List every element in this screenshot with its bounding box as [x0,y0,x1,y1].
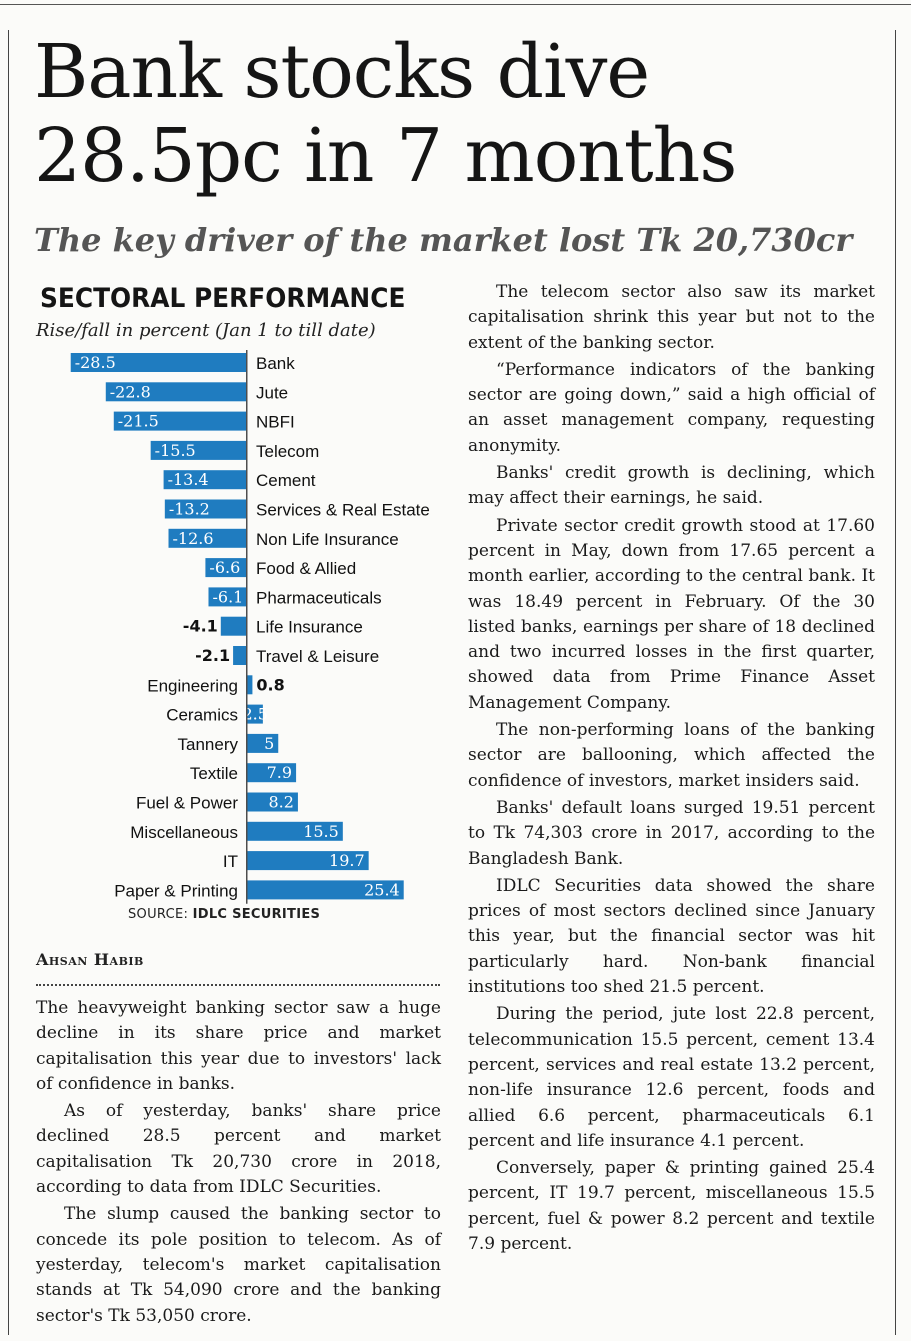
category-label: Life Insurance [256,617,363,637]
sectoral-performance-chart [30,350,450,906]
chart-subtitle: Rise/fall in percent (Jan 1 to till date) [36,320,376,341]
data-label: 8.2 [268,792,294,812]
category-label: Jute [256,383,289,403]
data-label: 19.7 [329,851,365,871]
category-label: NBFI [256,412,295,432]
category-label: Non Life Insurance [256,529,399,549]
paragraph: As of yesterday, banks' share price declined 28.5 percent and market capitalisation Tk 20,730 crore in 2018, according to data from IDLC Securities. [36,1101,441,1198]
data-label: -21.5 [117,411,159,431]
data-label: -28.5 [74,353,116,372]
paragraph: The slump caused the banking sector to concede its pole position to telecom. As of yesterday, telecom's market capitalisation stands at Tk 54,090 crore and the banking sector's Tk 53,050 crore. [36,1204,441,1326]
category-label: Pharmaceuticals [256,588,382,608]
subhead: The key driver of the market lost Tk 20,730cr [34,221,853,259]
category-label: Food & Allied [256,559,357,579]
column-rule-left [8,30,9,1335]
category-label: Ceramics [166,705,238,725]
category-label: Textile [189,764,238,784]
data-label: 5 [264,733,275,753]
data-label: -6.1 [212,587,244,607]
paragraph: The telecom sector also saw its market capitalisation shrink this year but not to the extent of the banking sector. [468,282,875,353]
category-label: Cement [256,471,316,491]
paragraph: IDLC Securities data showed the share prices of most sectors declined since January this year, but the financial sector was hit particularly hard. Non-bank financial institutions too shed 21.5 percent. [468,875,875,998]
data-label: -13.4 [167,470,209,490]
category-label: Telecom [256,441,320,461]
category-label: Travel & Leisure [256,647,380,666]
category-label: IT [222,852,238,872]
article-column-left [36,996,441,1331]
byline-divider [36,984,440,986]
data-label: -6.6 [209,558,241,578]
paragraph: Banks' default loans surged 19.51 percent to Tk 74,303 crore in 2017, according to the Bangladesh Bank. [468,797,875,869]
category-label: Engineering [147,676,238,696]
paragraph: The non-performing loans of the banking sector are ballooning, which affected the confidence of investors, market insiders said. [468,720,875,791]
category-label: Services & Real Estate [256,500,430,520]
paragraph: Private sector credit growth stood at 17.60 percent in May, down from 17.65 percent a month earlier, according to the central bank. It was 18.49 percent in February. Of the 30 listed banks, earnings per share of 18 declined and two incurred losses in the first quarter, showed data from Prime Finance Asset Management Company. [468,515,875,713]
data-label: 15.5 [303,821,339,841]
data-label: 25.4 [364,880,400,900]
top-rule [0,4,911,5]
category-label: Miscellaneous [130,822,238,842]
paragraph: Banks' credit growth is declining, which may affect their earnings, he said. [468,463,875,509]
source-name: IDLC SECURITIES [192,907,321,922]
data-label: -2.1 [195,646,231,665]
paragraph: The heavyweight banking sector saw a huge decline in its share price and market capitalisation this year due to investors' lack of confidence in banks. [36,998,441,1094]
paragraph: Conversely, paper & printing gained 25.4 percent, IT 19.7 percent, miscellaneous 15.5 percent, fuel & power 8.2 percent and textile 7.9 percent. [468,1158,875,1254]
source-label: SOURCE: [128,907,189,922]
data-label: -22.8 [109,382,151,402]
category-label: Tannery [177,734,238,754]
category-label: Fuel & Power [135,793,238,813]
category-label: Bank [256,354,295,373]
article-column-right [468,280,875,1259]
data-label: 2.5 [242,704,268,724]
data-label: -12.6 [172,528,214,548]
bar-engineering [248,675,253,694]
column-rule-right [895,30,896,1335]
data-label: 0.8 [256,675,285,695]
data-label: 7.9 [266,763,293,783]
data-label: -13.2 [168,499,210,519]
paragraph: “Performance indicators of the banking sector are going down,” said a high official of an asset management company, requesting anonymity. [468,359,875,456]
headline: Bank stocks dive 28.5pc in 7 months [34,29,737,199]
byline: Ahsan Habib [36,950,144,969]
bar-travel-leisure [233,646,246,665]
paragraph: During the period, jute lost 22.8 percent, telecommunication 15.5 percent, cement 13.4 percent, services and real estate 13.2 percent, non-life insurance 12.6 percent, foods and allied 6.6 percent, pharmaceuticals 6.1 percent and life insurance 4.1 percent. [468,1004,875,1151]
bar-life-insurance [221,617,246,636]
chart-source [128,906,320,924]
category-label: Paper & Printing [114,881,238,901]
data-label: -15.5 [154,440,196,460]
chart-title: SECTORAL PERFORMANCE [40,283,406,314]
data-label: -4.1 [182,616,218,636]
